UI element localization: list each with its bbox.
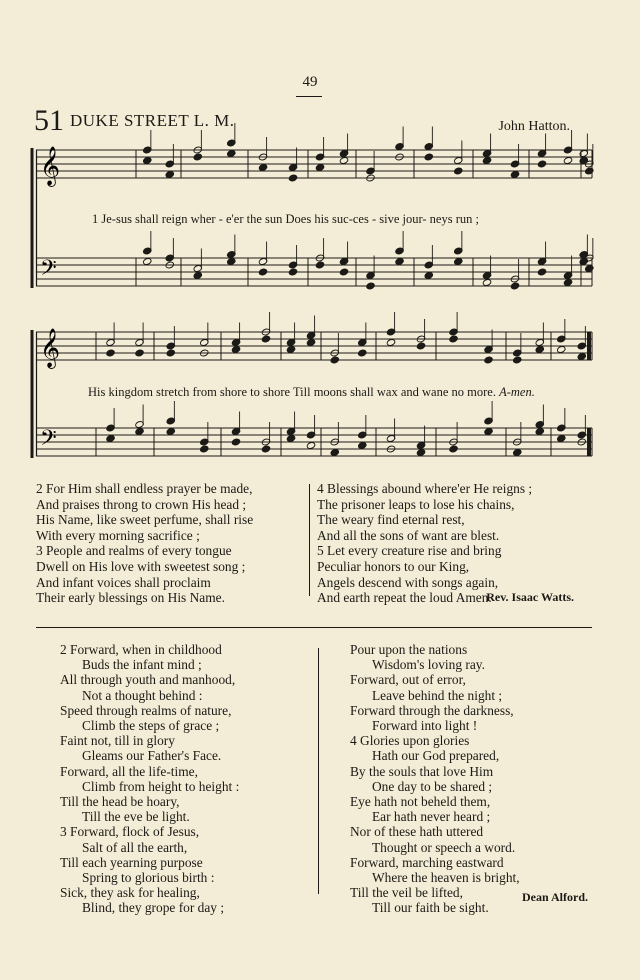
page-number: 49 — [302, 74, 318, 90]
amen-lyric: A-men. — [499, 385, 535, 399]
text-line: 3 People and realms of every tongue — [36, 543, 232, 559]
text-line: 3 Forward, flock of Jesus, — [60, 824, 200, 840]
bass-staff — [36, 258, 592, 286]
lyric-line-2 — [88, 385, 535, 400]
text-line: And earth repeat the loud Amen. — [317, 590, 492, 606]
hymn-number: 51 — [34, 104, 64, 137]
text-line: The weary find eternal rest, — [317, 512, 465, 528]
bass-clef: 𝄢 — [40, 256, 57, 286]
text-line: One day to be shared ; — [372, 778, 493, 794]
text-line: 4 Glories upon glories — [350, 733, 470, 749]
lyric-line-1: 1 Je-sus shall reign wher - e'er the sun Does his suc-ces - sive jour- neys run ; — [92, 212, 479, 226]
text-line: Climb the steps of grace ; — [82, 718, 220, 734]
text-line: Eye hath not beheld them, — [350, 794, 491, 810]
text-line: Spring to glorious birth : — [82, 870, 215, 886]
text-line: And praises throng to crown His head ; — [36, 496, 247, 512]
treble-clef: 𝄞 — [40, 146, 61, 186]
treble-notes — [106, 312, 587, 364]
text-line: The prisoner leaps to lose his chains, — [317, 496, 515, 512]
watts-credit: Rev. Isaac Watts. — [486, 590, 574, 604]
final-barline — [587, 428, 591, 456]
bass-clef: 𝄢 — [40, 426, 57, 456]
bass-notes — [143, 231, 594, 290]
text-line: Gleams our Father's Face. — [82, 748, 222, 764]
text-line: Sick, they ask for healing, — [60, 885, 200, 901]
hymn-title: DUKE STREET L. M. — [70, 111, 235, 130]
text-line: Forward, out of error, — [350, 672, 466, 688]
poem-column-divider — [318, 648, 319, 894]
text-line: 2 Forward, when in childhood — [60, 642, 222, 657]
text-line: Thought or speech a word. — [372, 839, 516, 855]
text-line: Till the eve be light. — [82, 809, 190, 825]
lyric-line-2-text: His kingdom stretch from shore to shore Till moons shall wax and wane no more. — [88, 385, 496, 399]
text-line: Angels descend with songs again, — [317, 574, 499, 590]
text-line: Climb from height to height : — [82, 778, 240, 794]
bass-notes — [106, 401, 587, 456]
text-line: Salt of all the earth, — [82, 839, 188, 855]
text-line: 2 For Him shall endless prayer be made, — [36, 481, 253, 496]
text-line: Faint not, till in glory — [60, 733, 175, 749]
text-line: Till our faith be sight. — [372, 900, 489, 916]
text-line: Peculiar honors to our King, — [317, 558, 470, 574]
text-line: 4 Blessings abound where'er He reigns ; — [317, 481, 533, 496]
text-line: Till the head be hoary, — [60, 794, 180, 810]
text-line: And infant voices shall proclaim — [36, 574, 211, 590]
treble-staff — [36, 150, 592, 178]
text-line: Ear hath never heard ; — [372, 809, 491, 825]
text-line: Blind, they grope for day ; — [82, 900, 225, 916]
text-line: Forward, marching eastward — [350, 854, 504, 870]
text-line: Till each yearning purpose — [60, 854, 203, 870]
hymn-verses-left — [36, 481, 253, 606]
text-line: Where the heaven is bright, — [372, 870, 520, 886]
text-line: Wisdom's loving ray. — [372, 657, 485, 673]
text-line: Nor of these hath uttered — [350, 824, 484, 840]
poem-left-column — [60, 642, 239, 916]
text-line: Forward through the darkness, — [350, 702, 514, 718]
text-line: With every morning sacrifice ; — [36, 527, 200, 543]
section-divider — [36, 627, 592, 628]
verse-column-divider — [309, 484, 310, 596]
alford-credit: Dean Alford. — [522, 890, 588, 904]
text-line: By the souls that love Him — [350, 763, 494, 779]
text-line: Forward into light ! — [372, 718, 478, 734]
text-line: Till the veil be lifted, — [350, 885, 463, 901]
text-line: Dwell on His love with sweetest song ; — [36, 558, 246, 574]
page-number-rule — [296, 96, 322, 97]
text-line: Buds the infant mind ; — [82, 657, 202, 673]
text-line: And all the sons of want are blest. — [317, 527, 500, 543]
composer-credit: John Hatton. — [498, 119, 570, 134]
text-line: 5 Let every creature rise and bring — [317, 543, 502, 559]
text-line: Speed through realms of nature, — [60, 702, 232, 718]
text-line: Hath our God prepared, — [372, 748, 500, 764]
text-line: Leave behind the night ; — [372, 687, 503, 703]
hymn-verses-right — [317, 481, 532, 606]
poem-right-column — [350, 642, 520, 916]
treble-clef: 𝄞 — [40, 328, 61, 368]
text-line: All through youth and manhood, — [60, 672, 236, 688]
text-line: His Name, like sweet perfume, shall rise — [36, 512, 254, 528]
text-line: Forward, all the life-time, — [60, 763, 198, 779]
text-line: Their early blessings on His Name. — [36, 590, 225, 606]
text-line: Pour upon the nations — [350, 642, 468, 657]
final-barline — [587, 332, 591, 360]
text-line: Not a thought behind : — [82, 687, 203, 703]
